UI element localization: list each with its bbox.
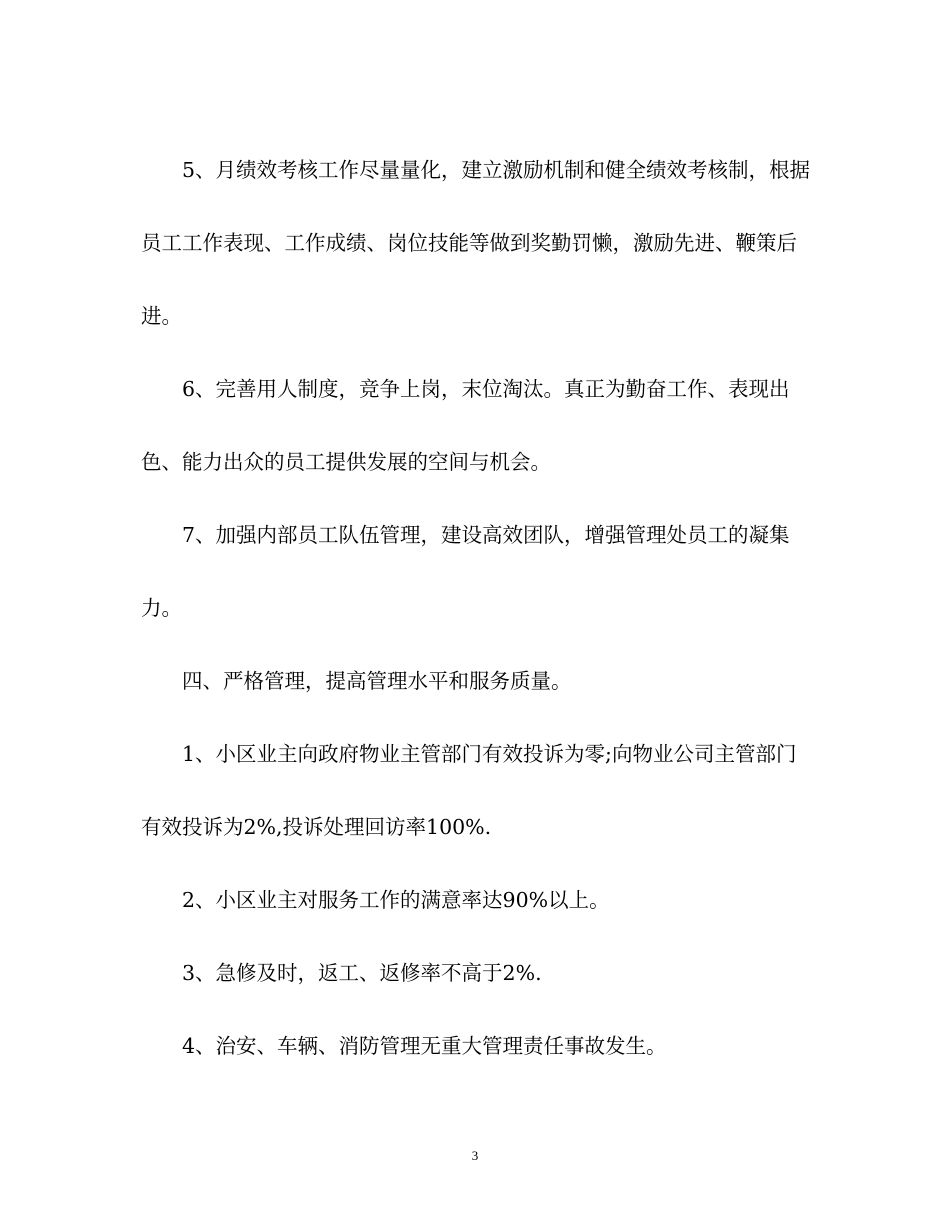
paragraph-satisfaction-rate: 2、小区业主对服务工作的满意率达90%以上。 [182,888,610,912]
page-number: 3 [471,1148,479,1163]
paragraph-team-management: 7、加强内部员工队伍管理，建设高效团队，增强管理处员工的凝集力。 [141,523,790,620]
paragraph-repair-rate: 3、急修及时，返工、返修率不高于2%. [182,961,542,985]
section-heading-strict-management: 四、严格管理，提高管理水平和服务质量。 [182,669,572,693]
document-body [141,134,811,1083]
paragraph-performance-assessment: 5、月绩效考核工作尽量量化，建立激励机制和健全绩效考核制，根据员工工作表现、工作成绩、岗位技能等做到奖勤罚懒，激励先进、鞭策后进。 [141,158,811,328]
paragraph-safety-management: 4、治安、车辆、消防管理无重大管理责任事故发生。 [182,1034,667,1058]
paragraph-employment-system: 6、完善用人制度，竞争上岗，末位淘汰。真正为勤奋工作、表现出色、能力出众的员工提供发展的空间与机会。 [141,377,790,474]
paragraph-complaints: 1、小区业主向政府物业主管部门有效投诉为零;向物业公司主管部门有效投诉为2%,投诉处理回访率100%. [141,742,797,839]
